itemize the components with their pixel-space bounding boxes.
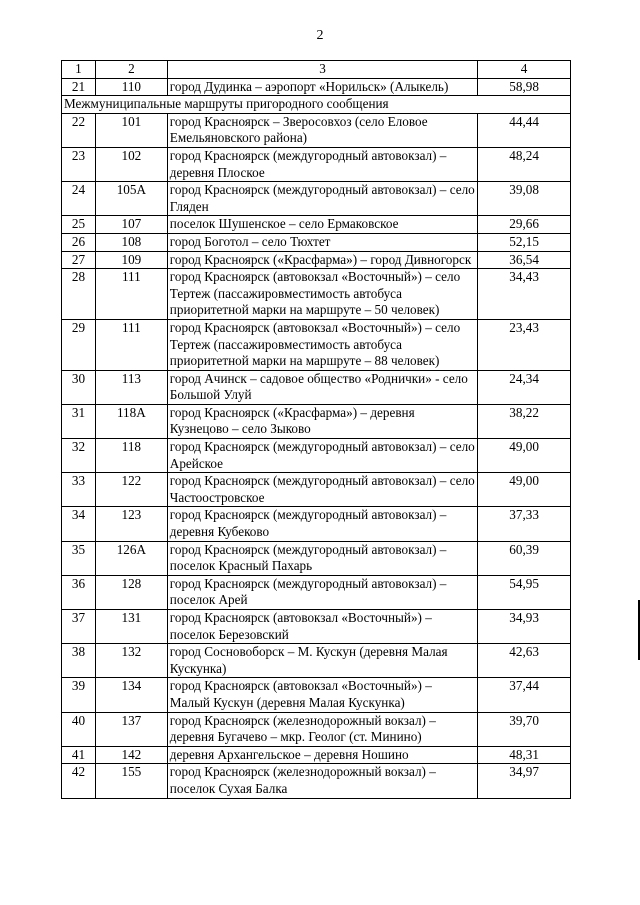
row-number: 29 [62,319,96,370]
table-row [62,541,571,575]
row-number: 33 [62,473,96,507]
route-description: город Красноярск («Красфарма») – деревня Кузнецово – село Зыково [167,404,477,438]
row-number: 34 [62,507,96,541]
route-description: город Боготол – село Тюхтет [167,233,477,251]
row-number: 24 [62,182,96,216]
route-code: 109 [95,251,167,269]
route-description: город Красноярск (железнодорожный вокзал) – поселок Сухая Балка [167,764,477,798]
route-code: 118А [95,404,167,438]
route-description: город Красноярск – Зверосовхоз (село Еловое Емельяновского района) [167,113,477,147]
row-number: 21 [62,78,96,96]
route-description: город Красноярск (железнодорожный вокзал) – деревня Бугачево – мкр. Геолог (ст. Минино) [167,712,477,746]
route-value: 44,44 [478,113,571,147]
route-value: 37,33 [478,507,571,541]
route-code: 142 [95,746,167,764]
route-description: город Красноярск («Красфарма») – город Дивногорск [167,251,477,269]
table-row [62,147,571,181]
route-description: город Красноярск (междугородный автовокзал) – поселок Красный Пахарь [167,541,477,575]
route-description: город Красноярск (междугородный автовокзал) – поселок Арей [167,575,477,609]
row-number: 37 [62,610,96,644]
route-value: 34,97 [478,764,571,798]
route-code: 111 [95,269,167,320]
route-value: 34,43 [478,269,571,320]
section-row [62,96,571,114]
column-header-3: 3 [167,61,477,79]
route-code: 107 [95,216,167,234]
table-row [62,507,571,541]
route-value: 52,15 [478,233,571,251]
routes-table [61,60,571,799]
row-number: 40 [62,712,96,746]
route-value: 37,44 [478,678,571,712]
table-row [62,678,571,712]
route-description: город Сосновоборск – М. Кускун (деревня Малая Кускунка) [167,644,477,678]
table-row [62,78,571,96]
route-value: 60,39 [478,541,571,575]
section-title: Межмуниципальные маршруты пригородного сообщения [62,96,571,114]
route-value: 38,22 [478,404,571,438]
route-value: 36,54 [478,251,571,269]
route-value: 29,66 [478,216,571,234]
route-code: 128 [95,575,167,609]
page-number: 2 [316,28,324,43]
table-row [62,370,571,404]
route-description: поселок Шушенское – село Ермаковское [167,216,477,234]
route-description: город Красноярск (автовокзал «Восточный») – Малый Кускун (деревня Малая Кускунка) [167,678,477,712]
table-row [62,269,571,320]
table-row [62,746,571,764]
row-number: 41 [62,746,96,764]
table-row [62,712,571,746]
route-code: 131 [95,610,167,644]
table-row [62,319,571,370]
route-value: 48,31 [478,746,571,764]
route-description: деревня Архангельское – деревня Ношино [167,746,477,764]
route-code: 137 [95,712,167,746]
table-row [62,216,571,234]
table-row [62,404,571,438]
table-row [62,764,571,798]
route-description: город Красноярск (междугородный автовокзал) – село Арейское [167,439,477,473]
table-row [62,233,571,251]
row-number: 32 [62,439,96,473]
route-code: 118 [95,439,167,473]
row-number: 42 [62,764,96,798]
route-description: город Красноярск (междугородный автовокзал) – деревня Кубеково [167,507,477,541]
route-value: 48,24 [478,147,571,181]
row-number: 35 [62,541,96,575]
route-value: 39,08 [478,182,571,216]
route-description: город Красноярск (междугородный автовокзал) – село Гляден [167,182,477,216]
table-row [62,113,571,147]
route-value: 42,63 [478,644,571,678]
route-description: город Красноярск (автовокзал «Восточный») – село Тертеж (пассажировместимость автобуса приоритетной марки на маршруте – 50 человек) [167,269,477,320]
route-code: 122 [95,473,167,507]
row-number: 26 [62,233,96,251]
route-value: 58,98 [478,78,571,96]
route-code: 126А [95,541,167,575]
table-row [62,644,571,678]
row-number: 36 [62,575,96,609]
route-description: город Красноярск (междугородный автовокзал) – деревня Плоское [167,147,477,181]
route-code: 113 [95,370,167,404]
route-code: 134 [95,678,167,712]
route-value: 49,00 [478,439,571,473]
header-row [62,61,571,79]
route-code: 108 [95,233,167,251]
table-body [62,78,571,798]
route-code: 102 [95,147,167,181]
route-description: город Ачинск – садовое общество «Роднички» - село Большой Улуй [167,370,477,404]
table-row [62,439,571,473]
table-row [62,610,571,644]
route-description: город Дудинка – аэропорт «Норильск» (Алыкель) [167,78,477,96]
route-code: 110 [95,78,167,96]
row-number: 31 [62,404,96,438]
route-value: 39,70 [478,712,571,746]
route-value: 34,93 [478,610,571,644]
route-value: 23,43 [478,319,571,370]
column-header-2: 2 [95,61,167,79]
row-number: 39 [62,678,96,712]
row-number: 23 [62,147,96,181]
table-row [62,575,571,609]
route-code: 105А [95,182,167,216]
column-header-4: 4 [478,61,571,79]
route-value: 54,95 [478,575,571,609]
table-row [62,473,571,507]
row-number: 25 [62,216,96,234]
route-code: 111 [95,319,167,370]
table-row [62,251,571,269]
route-description: город Красноярск (междугородный автовокзал) – село Частоостровское [167,473,477,507]
row-number: 27 [62,251,96,269]
row-number: 28 [62,269,96,320]
table-row [62,182,571,216]
column-header-1: 1 [62,61,96,79]
route-value: 49,00 [478,473,571,507]
route-code: 123 [95,507,167,541]
route-code: 101 [95,113,167,147]
route-description: город Красноярск (автовокзал «Восточный») – село Тертеж (пассажировместимость автобуса приоритетной марки на маршруте – 88 человек) [167,319,477,370]
row-number: 38 [62,644,96,678]
route-description: город Красноярск (автовокзал «Восточный») – поселок Березовский [167,610,477,644]
route-value: 24,34 [478,370,571,404]
route-code: 132 [95,644,167,678]
route-code: 155 [95,764,167,798]
row-number: 22 [62,113,96,147]
row-number: 30 [62,370,96,404]
